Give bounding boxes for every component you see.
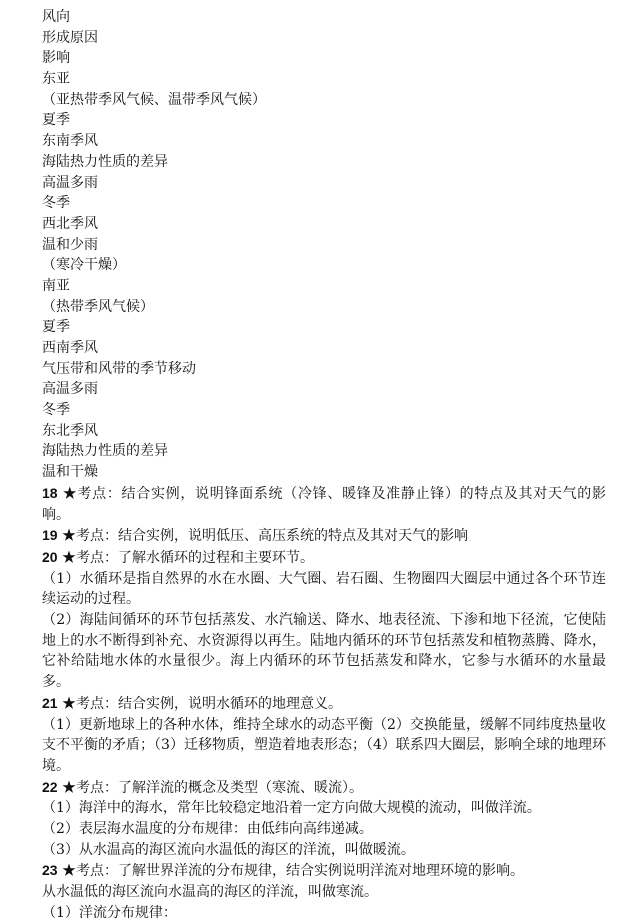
outline-item: 夏季 [42, 112, 70, 129]
section-heading-text: ★考点：结合实例，说明低压、高压系统的特点及其对天气的影响 [62, 528, 469, 545]
section-heading-text: ★考点：了解水循环的过程和主要环节。 [62, 549, 315, 566]
section-number: 20 [42, 548, 58, 565]
paragraph: （1）海洋中的海水，常年比较稳定地沿着一定方向做大规模的流动，叫做洋流。 [42, 800, 541, 817]
section-heading [42, 777, 606, 799]
paragraph: （1）更新地球上的各种水体，维持全球水的动态平衡（2）交换能量，缓解不同纬度热量收支不平衡的矛盾；（3）迁移物质，塑造着地表形态；（4）联系四大圈层，影响全球的地理环境。 [42, 716, 606, 774]
section-heading [42, 693, 606, 715]
section-number: 23 [42, 862, 58, 879]
outline-item: 夏季 [42, 319, 70, 336]
paragraph: （1）水循环是指自然界的水在水圈、大气圈、岩石圈、生物圈四大圈层中通过各个环节连续运动的过程。 [42, 570, 606, 608]
outline-item: 冬季 [42, 402, 70, 419]
outline-item: 西北季风 [42, 215, 98, 232]
section-heading-text: ★考点：结合实例，说明水循环的地理意义。 [62, 695, 343, 712]
outline-item: 气压带和风带的季节移动 [42, 360, 196, 377]
outline-item: 海陆热力性质的差异 [42, 153, 168, 170]
outline-item: （热带季风气候） [42, 298, 154, 315]
section-number: 21 [42, 694, 58, 711]
section-number: 22 [42, 778, 58, 795]
paragraph: （3）从水温高的海区流向水温低的海区的洋流，叫做暖流。 [42, 841, 415, 858]
section-number: 18 [42, 484, 58, 501]
outline-item: 海陆热力性质的差异 [42, 443, 168, 460]
section-19 [42, 525, 606, 547]
section-heading-text: ★考点：结合实例，说明锋面系统（冷锋、暖锋及准静止锋）的特点及其对天气的影响。 [42, 485, 606, 523]
paragraph: 从水温低的海区流向水温高的海区的洋流，叫做寒流。 [42, 884, 378, 901]
section-heading-text: ★考点：了解世界洋流的分布规律，结合实例说明洋流对地理环境的影响。 [62, 863, 525, 880]
outline-item: 高温多雨 [42, 381, 98, 398]
section-number: 19 [42, 527, 58, 544]
outline-item: 东南季风 [42, 133, 98, 150]
section-18 [42, 483, 606, 525]
outline-item: 影响 [42, 50, 70, 67]
section-heading [42, 547, 606, 569]
outline-item: 温和干燥 [42, 464, 98, 481]
outline-item: 南亚 [42, 277, 70, 294]
paragraph: （1）洋流分布规律： [42, 904, 177, 921]
outline-item: 高温多雨 [42, 174, 98, 191]
outline-item: 东亚 [42, 71, 70, 88]
paragraph: （2）海陆间循环的环节包括蒸发、水汽输送、降水、地表径流、下渗和地下径流，它使陆地上的水不断得到补充、水资源得以再生。陆地内循环的环节包括蒸发和植物蒸腾、降水，它补给陆地水体的水量很少。海上内循环的环节包括蒸发和降水，它参与水循环的水量最多。 [42, 612, 606, 691]
outline-item: 风向 [42, 9, 70, 25]
outline-item: 东北季风 [42, 422, 98, 439]
outline-item: 形成原因 [42, 29, 98, 46]
outline-item: 冬季 [42, 195, 70, 212]
section-21 [42, 693, 606, 777]
section-20 [42, 547, 606, 693]
outline-item: （寒冷干燥） [42, 257, 126, 274]
section-heading-text: ★考点：了解洋流的概念及类型（寒流、暖流）。 [62, 779, 364, 796]
outline-list [42, 7, 606, 483]
paragraph: （2）表层海水温度的分布规律：由低纬向高纬递减。 [42, 821, 373, 838]
section-23 [42, 860, 606, 923]
section-heading [42, 860, 606, 882]
outline-item: （亚热带季风气候、温带季风气候） [42, 91, 266, 108]
outline-item: 西南季风 [42, 340, 98, 356]
section-heading [42, 525, 606, 547]
section-heading [42, 483, 606, 525]
outline-item: 温和少雨 [42, 236, 98, 253]
section-22 [42, 777, 606, 861]
